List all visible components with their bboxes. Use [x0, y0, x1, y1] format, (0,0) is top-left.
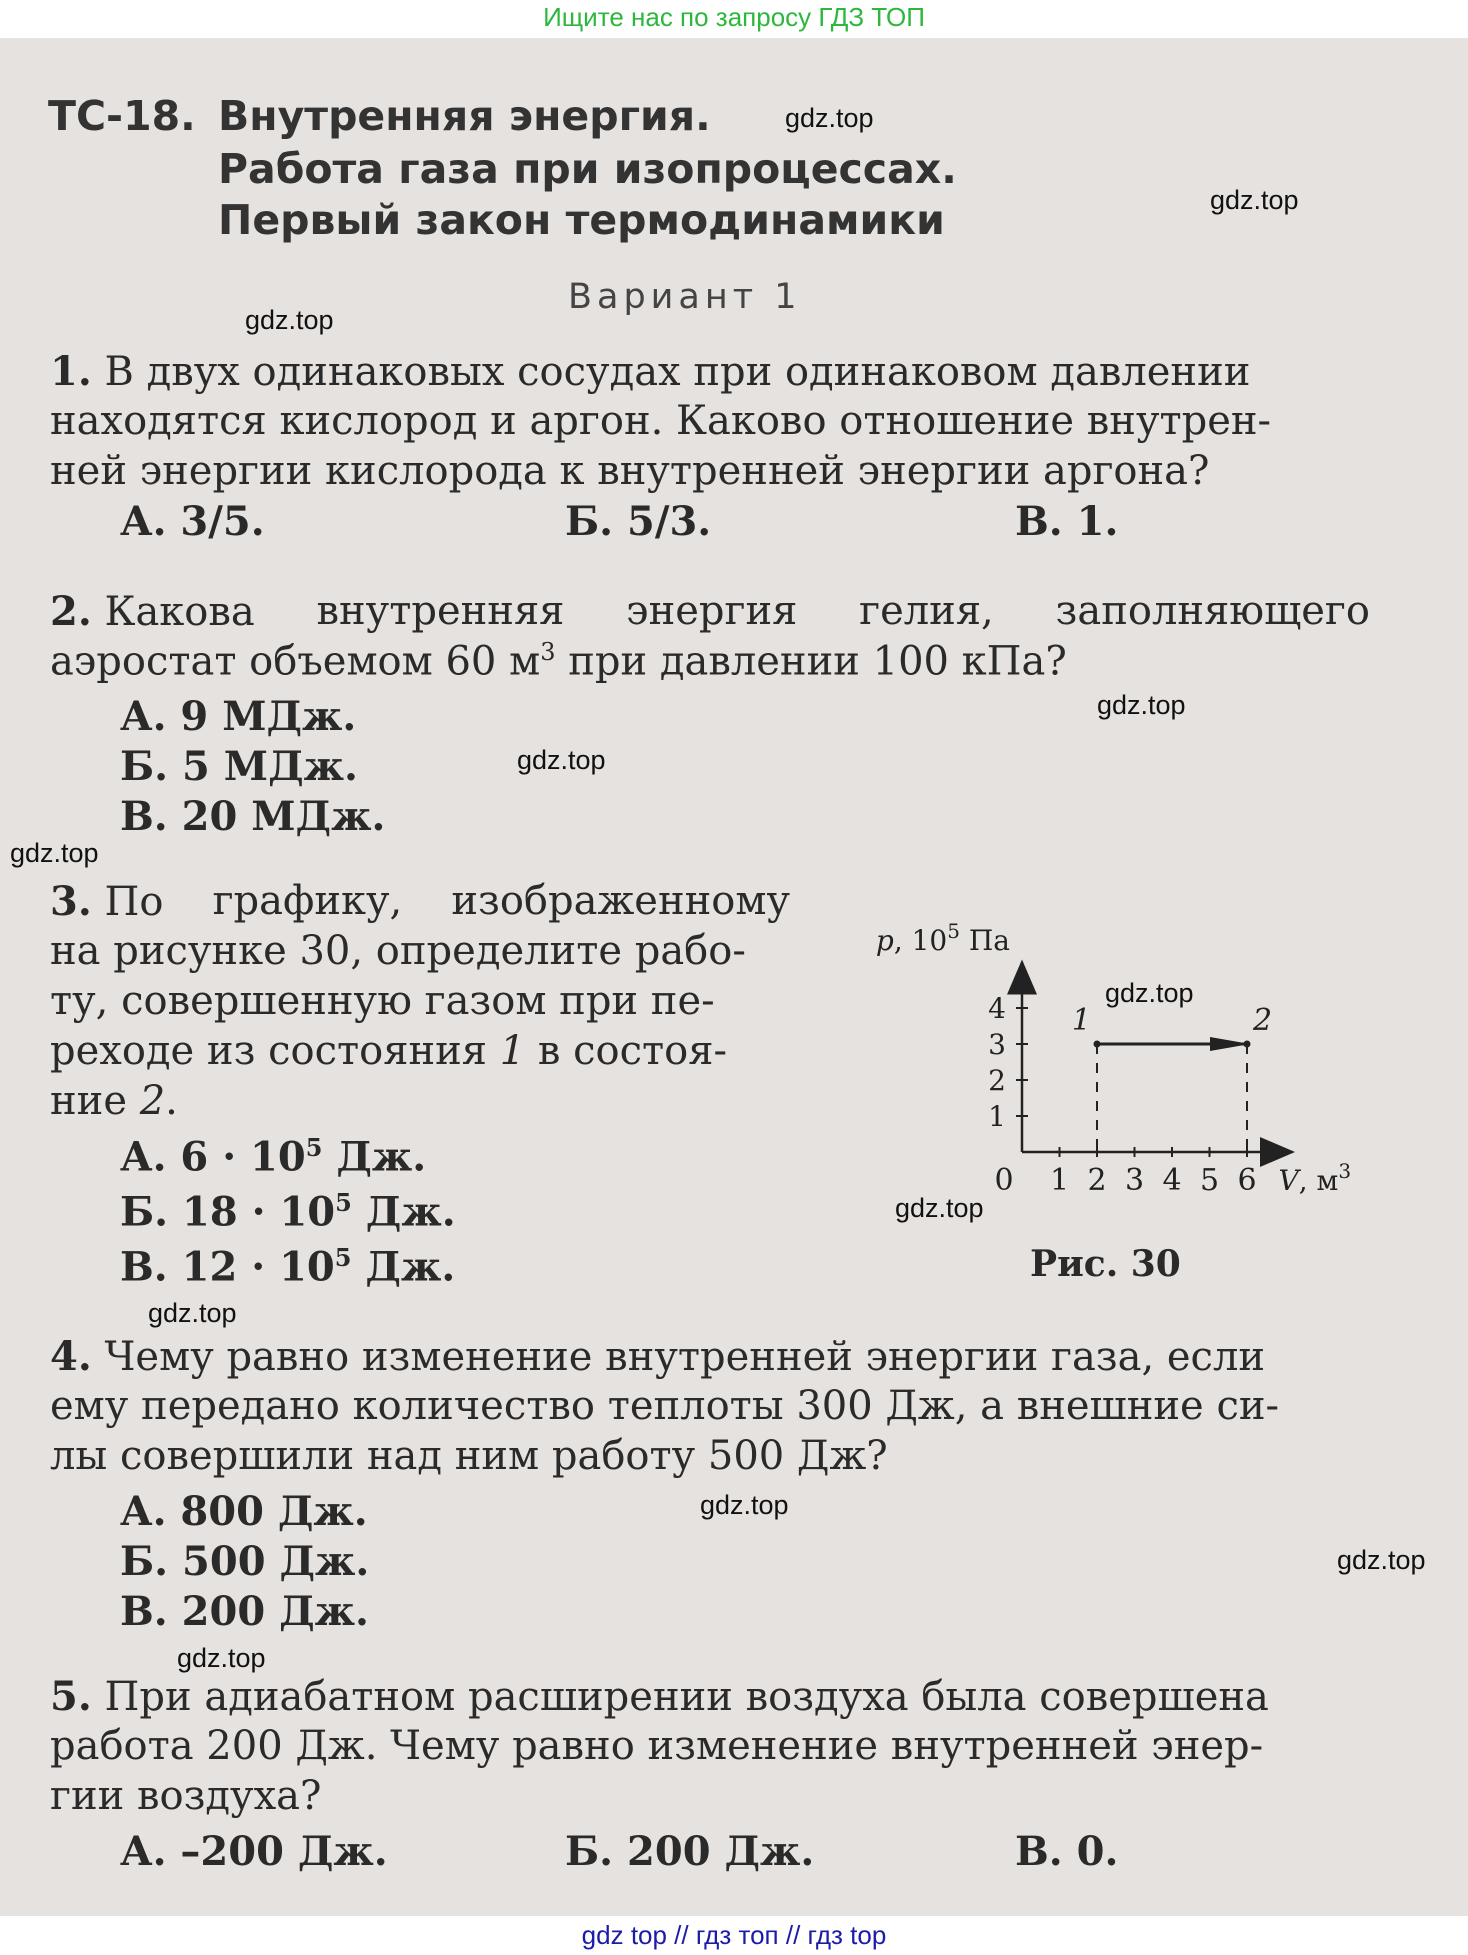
- watermark: gdz.top: [245, 305, 334, 335]
- watermark: gdz.top: [148, 1298, 237, 1328]
- task-1-option-b: Б. 5/3.: [565, 498, 712, 545]
- footer-links[interactable]: gdz top // гдз топ // гдз top: [581, 1920, 887, 1950]
- task-4-number: 4.: [50, 1333, 92, 1380]
- task-1-line-1: 1. В двух одинаковых сосудах при одинаковом давлении: [50, 348, 1251, 395]
- task-3-line-4: реходе из состояния 1 в состоя-: [50, 1028, 727, 1074]
- task-2-line-1: 2. Какова внутренняя энергия гелия, заполняющего: [50, 588, 1370, 635]
- watermark: gdz.top: [1097, 690, 1186, 720]
- variant-label: Вариант 1: [568, 277, 802, 317]
- watermark: gdz.top: [517, 745, 606, 775]
- task-1-option-c: В. 1.: [1015, 498, 1119, 545]
- task-1-number: 1.: [50, 348, 92, 395]
- watermark: gdz.top: [785, 103, 874, 133]
- title-line-3: Первый закон термодинамики: [218, 196, 945, 244]
- task-4-line-1: 4. Чему равно изменение внутренней энергии газа, если: [50, 1333, 1266, 1380]
- task-1-line-2: находятся кислород и аргон. Каково отношение внутрен-: [50, 398, 1272, 444]
- task-4-line-3: лы совершили над ним работу 500 Дж?: [50, 1433, 888, 1479]
- watermark: gdz.top: [895, 1193, 984, 1223]
- figure-caption: Рис. 30: [1030, 1243, 1181, 1285]
- pv-chart: [800, 880, 1352, 1200]
- x-tick-label: 4: [1162, 1163, 1182, 1198]
- task-3-number: 3.: [50, 878, 92, 925]
- task-4-option-a: А. 800 Дж.: [120, 1488, 368, 1535]
- state-label: 1: [1071, 1003, 1091, 1038]
- task-3-line-3: ту, совершенную газом при пе-: [50, 978, 715, 1024]
- task-3-option-b: Б. $18 \cdot 10^5$ Дж.: [120, 1188, 456, 1236]
- task-3-line-2: на рисунке 30, определите рабо-: [50, 928, 746, 974]
- watermark: gdz.top: [700, 1490, 789, 1520]
- task-2-option-c: В. 20 МДж.: [120, 793, 386, 840]
- task-5-option-c: В. 0.: [1015, 1828, 1119, 1875]
- y-tick-label: 3: [988, 1028, 1006, 1061]
- task-4-option-c: В. 200 Дж.: [120, 1588, 369, 1635]
- task-1-line-3: ней энергии кислорода к внутренней энергии аргона?: [50, 448, 1210, 494]
- task-3-option-a: А. $6 \cdot 10^5$ Дж.: [120, 1133, 427, 1181]
- state-point: [1244, 1041, 1251, 1048]
- task-3-line-1: 3. По графику, изображенному: [50, 878, 790, 925]
- task-3-line-5: ние 2.: [50, 1078, 178, 1124]
- task-5-number: 5.: [50, 1673, 92, 1720]
- watermark: gdz.top: [1105, 978, 1194, 1008]
- watermark: gdz.top: [177, 1643, 266, 1673]
- title-line-2: Работа газа при изопроцессах.: [218, 145, 957, 193]
- task-1-option-a: А. 3/5.: [120, 498, 265, 545]
- y-tick-label: 2: [988, 1064, 1006, 1097]
- watermark: gdz.top: [1210, 185, 1299, 215]
- task-2-number: 2.: [50, 588, 92, 635]
- x-tick-label: 6: [1237, 1163, 1257, 1198]
- task-2-line-2: аэростат объемом 60 $м^3$ при давлении 100 кПа?: [50, 638, 1067, 685]
- task-5-line-2: работа 200 Дж. Чему равно изменение внутренней энер-: [50, 1723, 1264, 1769]
- search-hint-link[interactable]: Ищите нас по запросу ГДЗ ТОП: [543, 2, 925, 32]
- task-2-option-a: А. 9 МДж.: [120, 693, 357, 740]
- x-tick-label: 1: [1049, 1163, 1070, 1198]
- y-tick-label: 1: [988, 1100, 1006, 1133]
- task-2-option-b: Б. 5 МДж.: [120, 743, 358, 790]
- task-5-line-3: гии воздуха?: [50, 1773, 322, 1819]
- state-point: [1094, 1041, 1101, 1048]
- title-line-1: Внутренняя энергия.: [218, 92, 711, 140]
- task-5-option-a: А. –200 Дж.: [120, 1828, 388, 1875]
- x-axis-label: V, $м^3$: [1278, 1159, 1352, 1197]
- state-label: 2: [1253, 1003, 1273, 1038]
- task-3-option-c: В. $12 \cdot 10^5$ Дж.: [120, 1243, 456, 1291]
- task-5-line-1: 5. При адиабатном расширении воздуха была совершена: [50, 1673, 1269, 1720]
- watermark: gdz.top: [1337, 1545, 1426, 1575]
- task-4-line-2: ему передано количество теплоты 300 Дж, а внешние си-: [50, 1383, 1280, 1429]
- x-tick-label: 5: [1199, 1163, 1220, 1198]
- y-axis-label: p, $10^5$ Па: [875, 919, 1010, 957]
- origin-label: 0: [994, 1163, 1014, 1198]
- task-5-option-b: Б. 200 Дж.: [565, 1828, 815, 1875]
- title-code: ТС-18.: [48, 92, 196, 140]
- watermark: gdz.top: [10, 838, 99, 868]
- x-tick-label: 3: [1124, 1163, 1145, 1198]
- x-tick-label: 2: [1087, 1163, 1107, 1198]
- y-tick-label: 4: [988, 992, 1006, 1025]
- task-4-option-b: Б. 500 Дж.: [120, 1538, 370, 1585]
